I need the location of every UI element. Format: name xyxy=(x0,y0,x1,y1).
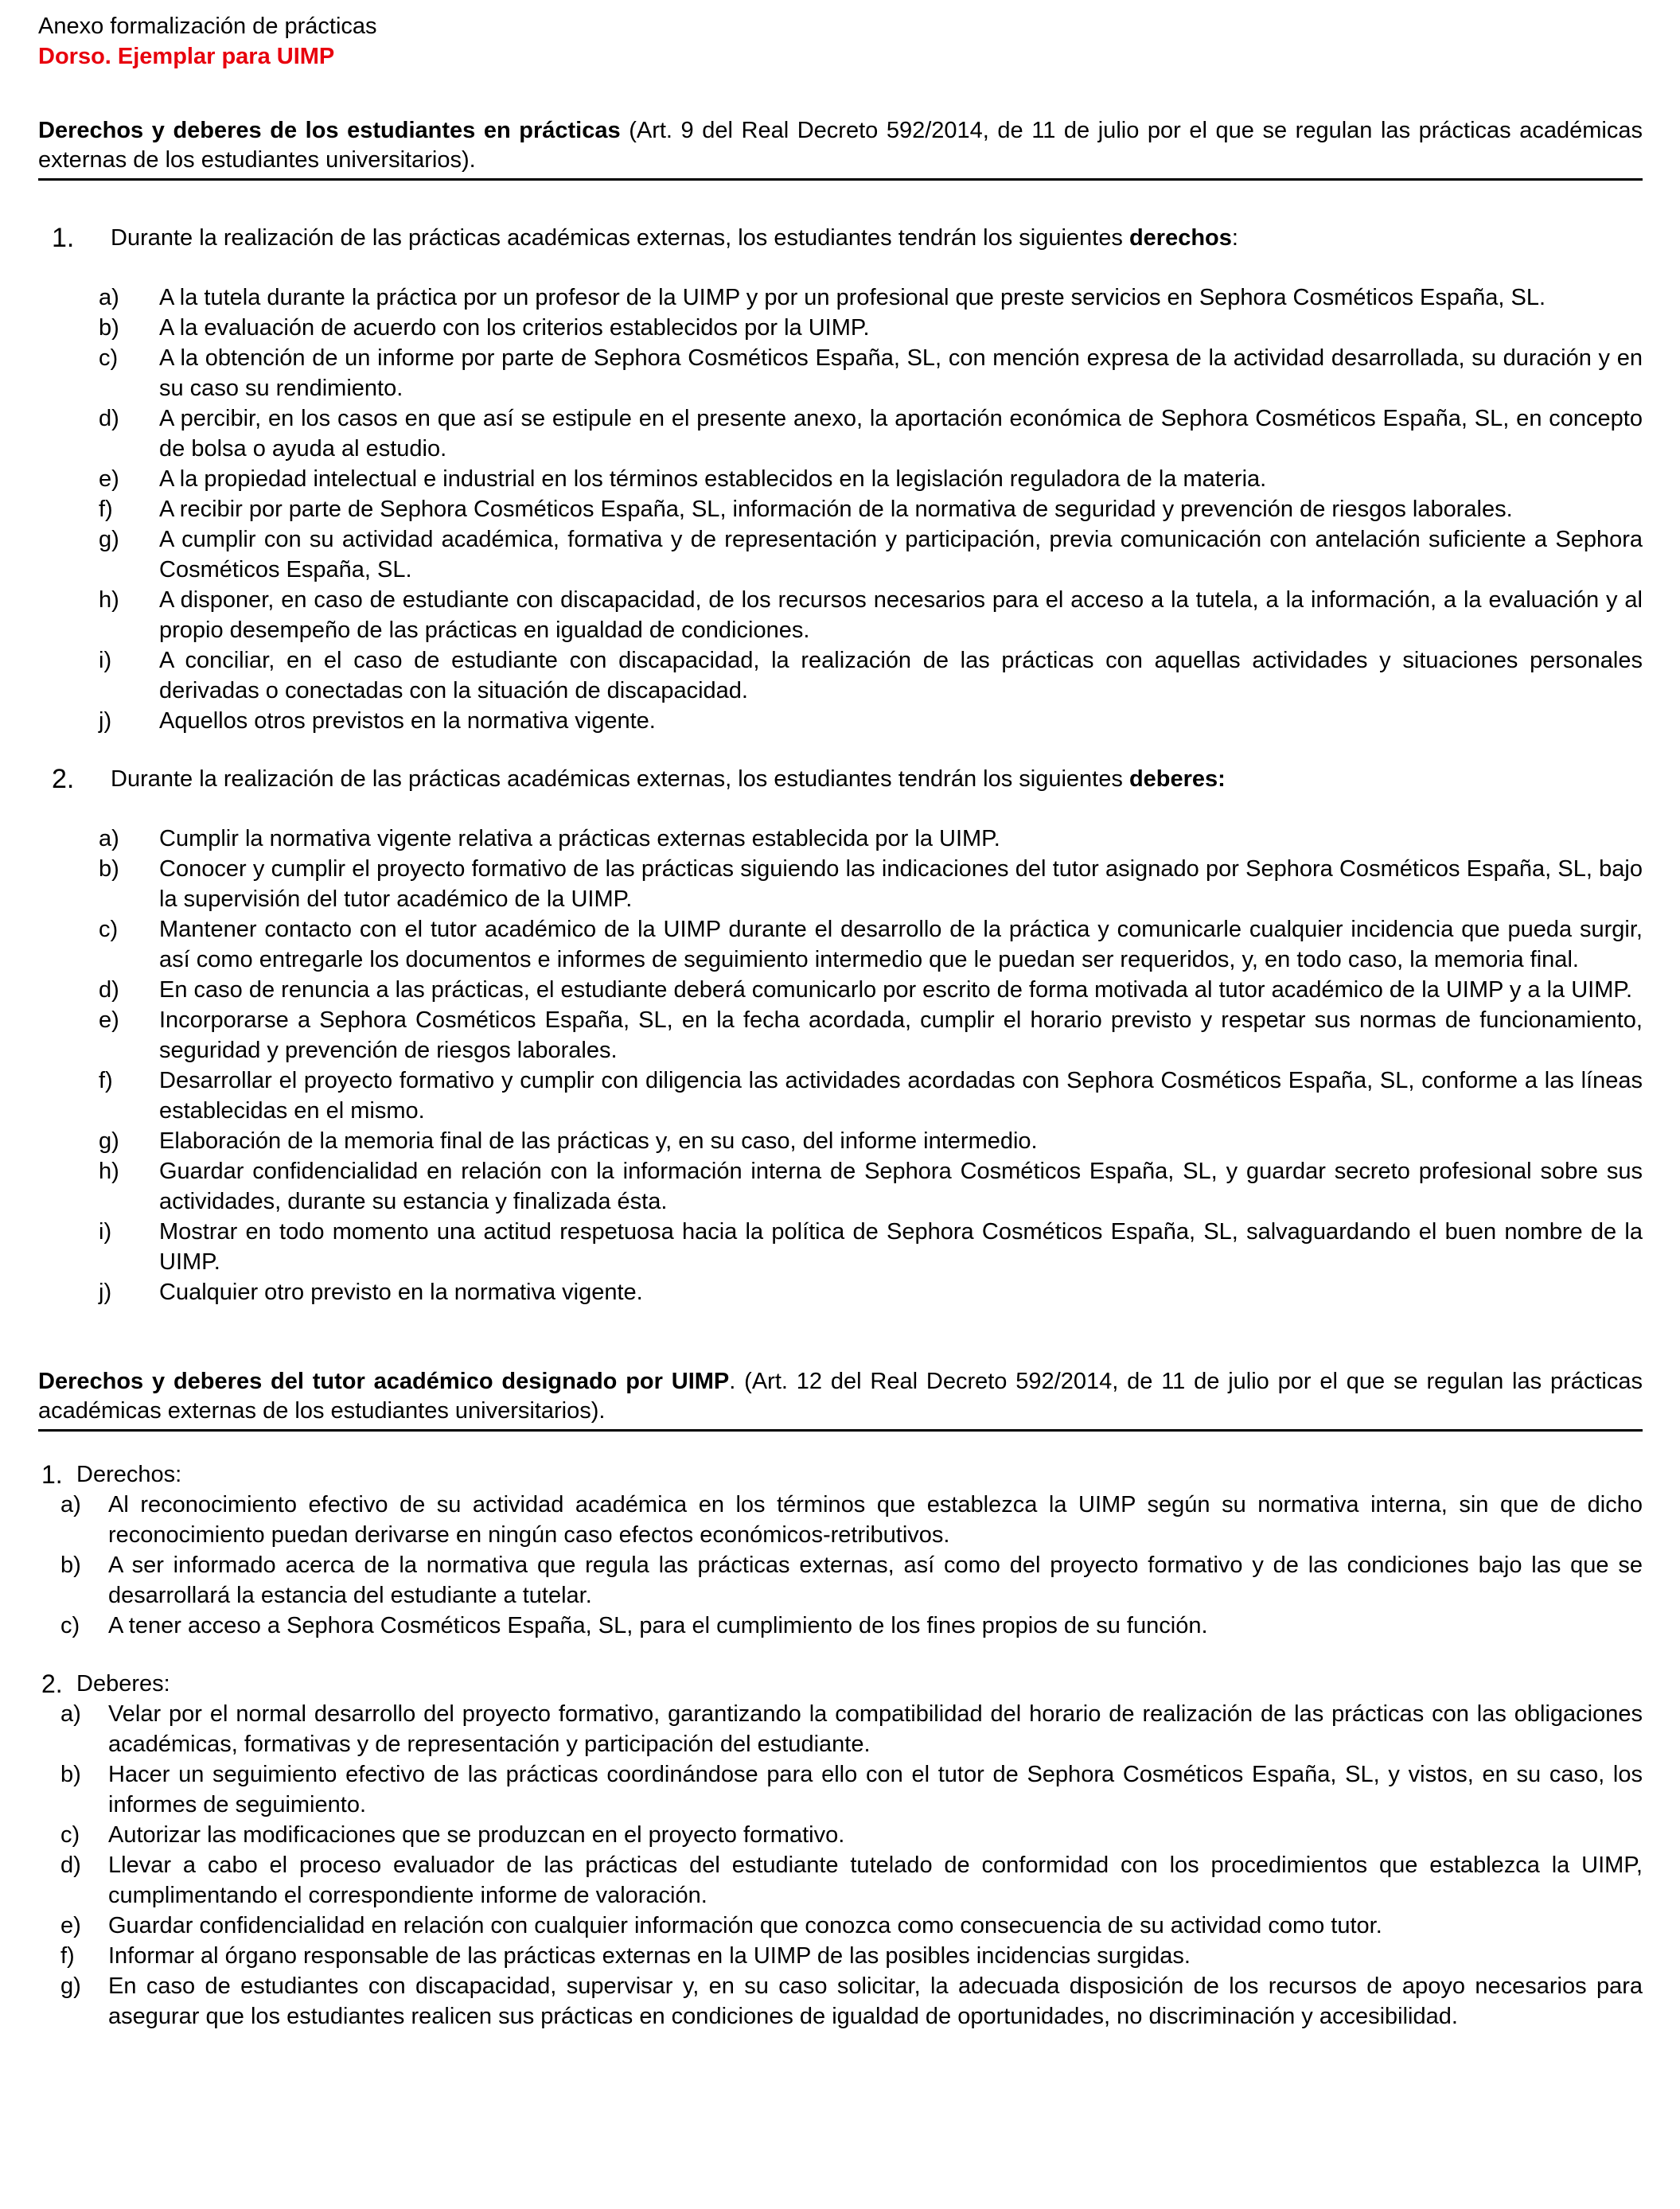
list-item xyxy=(38,585,1643,645)
list-item-letter: a) xyxy=(60,1492,81,1517)
students-rights-list xyxy=(38,282,1643,736)
list-item-letter: a) xyxy=(99,285,119,310)
list-item-text: Aquellos otros previstos en la normativa vigente. xyxy=(159,708,656,734)
list-item xyxy=(38,914,1643,975)
list-item-letter: g) xyxy=(60,1973,81,1999)
tutor-rights-label: Derechos: xyxy=(76,1462,182,1487)
list-item-text: Elaboración de la memoria final de las prácticas y, en su caso, del informe intermedio. xyxy=(159,1128,1038,1154)
list-item-letter: c) xyxy=(99,345,119,371)
list-item-letter: d) xyxy=(60,1853,81,1878)
list-item xyxy=(38,1277,1643,1307)
tutor-duties-number: 2. xyxy=(41,1669,63,1698)
list-item xyxy=(38,1611,1643,1641)
list-item xyxy=(38,854,1643,914)
list-item-letter: c) xyxy=(99,917,119,942)
list-item xyxy=(38,1971,1643,2032)
list-item-text: Desarrollar el proyecto formativo y cumplir con diligencia las actividades acordadas con Sephora Cosméticos España, SL, conforme a las líneas establecidas en el mismo. xyxy=(159,1068,1643,1124)
tutor-section xyxy=(38,1460,1643,2032)
tutor-rights-heading xyxy=(38,1460,1643,1490)
students-duties-intro: Durante la realización de las prácticas académicas externas, los estudiantes tendrán los siguientes xyxy=(111,766,1129,792)
list-item-text: En caso de estudiantes con discapacidad, supervisar y, en su caso solicitar, la adecuada disposición de los recursos de apoyo necesarios para asegurar que los estudiantes realicen sus prácticas en condiciones de igualdad de oportunidades, no discriminación y accesibilidad. xyxy=(108,1973,1643,2029)
list-item-letter: b) xyxy=(99,856,119,882)
list-item xyxy=(38,1759,1643,1820)
list-item-letter: e) xyxy=(99,1007,119,1033)
annex-title: Anexo formalización de prácticas xyxy=(38,14,377,39)
list-item-letter: c) xyxy=(60,1613,80,1638)
list-item xyxy=(38,824,1643,854)
list-item-letter: b) xyxy=(60,1762,81,1787)
list-item-text: A percibir, en los casos en que así se estipule en el presente anexo, la aportación económica de Sephora Cosméticos España, SL, en concepto de bolsa o ayuda al estudio. xyxy=(159,406,1643,462)
list-item-letter: a) xyxy=(60,1701,81,1727)
list-item-text: Conocer y cumplir el proyecto formativo de las prácticas siguiendo las indicaciones del tutor asignado por Sephora Cosméticos España, SL, bajo la supervisión del tutor académico de la UIMP. xyxy=(159,856,1643,912)
list-item-letter: g) xyxy=(99,527,119,552)
list-item xyxy=(38,1005,1643,1066)
students-title-rest: (Art. 9 del Real Decreto 592/2014, de 11 de julio por el que se regulan las prácticas académicas externas de los estudiantes universitarios). xyxy=(38,118,1643,173)
list-item xyxy=(38,975,1643,1005)
list-item-text: Hacer un seguimiento efectivo de las prácticas coordinándose para ello con el tutor de Sephora Cosméticos España, SL, y vistos, en su caso, los informes de seguimiento. xyxy=(108,1762,1643,1817)
list-item xyxy=(38,313,1643,343)
list-item xyxy=(38,1820,1643,1850)
list-item-text: A cumplir con su actividad académica, formativa y de representación y participación, previa comunicación con antelación suficiente a Sephora Cosméticos España, SL. xyxy=(159,527,1643,582)
list-item-text: A conciliar, en el caso de estudiante con discapacidad, la realización de las prácticas con aquellas actividades y situaciones personales derivadas o conectadas con la situación de discapacidad. xyxy=(159,648,1643,703)
students-duties-intro-text xyxy=(111,765,1226,794)
students-rights-word: derechos xyxy=(1128,225,1232,251)
list-item xyxy=(38,343,1643,403)
list-item-text: Llevar a cabo el proceso evaluador de las prácticas del estudiante tutelado de conformidad con los procedimientos que establezca la UIMP, cumplimentando el correspondiente informe de valoración. xyxy=(108,1853,1643,1908)
list-item-text: Mantener contacto con el tutor académico de la UIMP durante el desarrollo de la práctica y comunicarle cualquier incidencia que pueda surgir, así como entregarle los documentos e informes de seguimiento intermedio que le puedan ser requeridos, y, en todo caso, la memoria final. xyxy=(159,917,1643,972)
list-item-text: A la evaluación de acuerdo con los criterios establecidos por la UIMP. xyxy=(159,315,870,341)
tutor-title-bold: Derechos y deberes del tutor académico designado por UIMP xyxy=(38,1369,730,1394)
list-item-text: A la tutela durante la práctica por un profesor de la UIMP y por un profesional que preste servicios en Sephora Cosméticos España, SL. xyxy=(159,285,1546,310)
list-item-text: Incorporarse a Sephora Cosméticos España, SL, en la fecha acordada, cumplir el horario previsto y respetar sus normas de funcionamiento, seguridad y prevención de riesgos laborales. xyxy=(159,1007,1643,1063)
copy-label: Dorso. Ejemplar para UIMP xyxy=(38,44,335,69)
list-item-letter: j) xyxy=(99,1280,112,1305)
list-item-letter: g) xyxy=(99,1128,119,1154)
list-item-letter: f) xyxy=(60,1943,75,1969)
list-item-letter: a) xyxy=(99,826,119,851)
list-item-letter: e) xyxy=(99,466,119,492)
list-item xyxy=(38,1850,1643,1911)
tutor-title-rest: . (Art. 12 del Real Decreto 592/2014, de 11 de julio por el que se regulan las prácticas académicas externas de los estudiantes universitarios). xyxy=(38,1369,1643,1424)
list-item xyxy=(38,403,1643,464)
list-item-letter: b) xyxy=(60,1553,81,1578)
tutor-duties-list xyxy=(38,1699,1643,2032)
students-title-bold: Derechos y deberes de los estudiantes en prácticas xyxy=(38,118,621,143)
list-item xyxy=(38,1066,1643,1126)
list-item-text: A tener acceso a Sephora Cosméticos España, SL, para el cumplimiento de los fines propios de su función. xyxy=(108,1613,1208,1638)
list-item xyxy=(38,645,1643,706)
list-item-text: A ser informado acerca de la normativa que regula las prácticas externas, así como del proyecto formativo y de las condiciones bajo las que se desarrollará la estancia del estudiante a tutelar. xyxy=(108,1553,1643,1608)
list-item xyxy=(38,494,1643,524)
list-item-text: Cumplir la normativa vigente relativa a prácticas externas establecida por la UIMP. xyxy=(159,826,1000,851)
students-duties-number: 2. xyxy=(52,764,75,794)
list-item-letter: h) xyxy=(99,1159,119,1184)
students-rights-intro: Durante la realización de las prácticas académicas externas, los estudiantes tendrán los siguientes xyxy=(111,225,1129,251)
list-item xyxy=(38,1126,1643,1156)
list-item-letter: d) xyxy=(99,406,119,431)
list-item xyxy=(38,1217,1643,1277)
tutor-section-title xyxy=(38,1367,1643,1432)
list-item xyxy=(38,706,1643,736)
list-item-letter: f) xyxy=(99,497,113,522)
list-item-text: A disponer, en caso de estudiante con discapacidad, de los recursos necesarios para el acceso a la tutela, a la información, a la evaluación y al propio desempeño de las prácticas en igualdad de condiciones. xyxy=(159,587,1643,643)
list-item-text: En caso de renuncia a las prácticas, el estudiante deberá comunicarlo por escrito de forma motivada al tutor académico de la UIMP y a la UIMP. xyxy=(159,977,1633,1003)
list-item xyxy=(38,464,1643,494)
list-item xyxy=(38,1156,1643,1217)
list-item xyxy=(38,524,1643,585)
list-item xyxy=(38,1941,1643,1971)
students-rights-intro-text xyxy=(111,224,1238,253)
list-item xyxy=(38,282,1643,313)
list-item-text: A la propiedad intelectual e industrial en los términos establecidos en la legislación reguladora de la materia. xyxy=(159,466,1267,492)
list-item-letter: d) xyxy=(99,977,119,1003)
students-duties-heading xyxy=(38,765,1643,794)
tutor-rights-list xyxy=(38,1490,1643,1641)
students-section-title xyxy=(38,116,1643,181)
students-rights-colon: : xyxy=(1231,225,1238,251)
list-item-letter: i) xyxy=(99,648,112,673)
students-duties-list xyxy=(38,824,1643,1307)
students-rights-heading xyxy=(38,224,1643,253)
list-item-letter: j) xyxy=(99,708,112,734)
list-item-letter: f) xyxy=(99,1068,113,1093)
list-item-text: Cualquier otro previsto en la normativa vigente. xyxy=(159,1280,643,1305)
list-item-text: Autorizar las modificaciones que se produzcan en el proyecto formativo. xyxy=(108,1822,845,1848)
list-item xyxy=(38,1490,1643,1550)
tutor-duties-heading xyxy=(38,1669,1643,1699)
list-item-text: Guardar confidencialidad en relación con la información interna de Sephora Cosméticos España, SL, y guardar secreto profesional sobre sus actividades, durante su estancia y finalizada ésta. xyxy=(159,1159,1643,1214)
list-item-letter: c) xyxy=(60,1822,80,1848)
list-item-text: Mostrar en todo momento una actitud respetuosa hacia la política de Sephora Cosméticos España, SL, salvaguardando el buen nombre de la UIMP. xyxy=(159,1219,1643,1275)
list-item-text: Al reconocimiento efectivo de su actividad académica en los términos que establezca la UIMP según su normativa interna, sin que de dicho reconocimiento puedan derivarse en ningún caso efectos económicos-retributivos. xyxy=(108,1492,1643,1548)
list-item xyxy=(38,1550,1643,1611)
students-rights-number: 1. xyxy=(52,223,75,253)
list-item-text: A la obtención de un informe por parte de Sephora Cosméticos España, SL, con mención expresa de la actividad desarrollada, su duración y en su caso su rendimiento. xyxy=(159,345,1643,401)
students-duties-word: deberes: xyxy=(1128,766,1226,792)
list-item-letter: i) xyxy=(99,1219,112,1245)
list-item-letter: b) xyxy=(99,315,119,341)
list-item-letter: h) xyxy=(99,587,119,613)
list-item-letter: e) xyxy=(60,1913,81,1938)
document-page xyxy=(38,11,1643,2032)
list-item-text: Informar al órgano responsable de las prácticas externas en la UIMP de las posibles incidencias surgidas. xyxy=(108,1943,1191,1969)
list-item-text: A recibir por parte de Sephora Cosméticos España, SL, información de la normativa de seguridad y prevención de riesgos laborales. xyxy=(159,497,1513,522)
students-section xyxy=(38,224,1643,1307)
tutor-duties-label: Deberes: xyxy=(76,1671,170,1697)
list-item xyxy=(38,1699,1643,1759)
list-item-text: Guardar confidencialidad en relación con cualquier información que conozca como consecuencia de su actividad como tutor. xyxy=(108,1913,1382,1938)
list-item-text: Velar por el normal desarrollo del proyecto formativo, garantizando la compatibilidad del horario de realización de las prácticas con las obligaciones académicas, formativas y de representación y participación del estudiante. xyxy=(108,1701,1643,1757)
tutor-rights-number: 1. xyxy=(41,1460,63,1489)
list-item xyxy=(38,1911,1643,1941)
